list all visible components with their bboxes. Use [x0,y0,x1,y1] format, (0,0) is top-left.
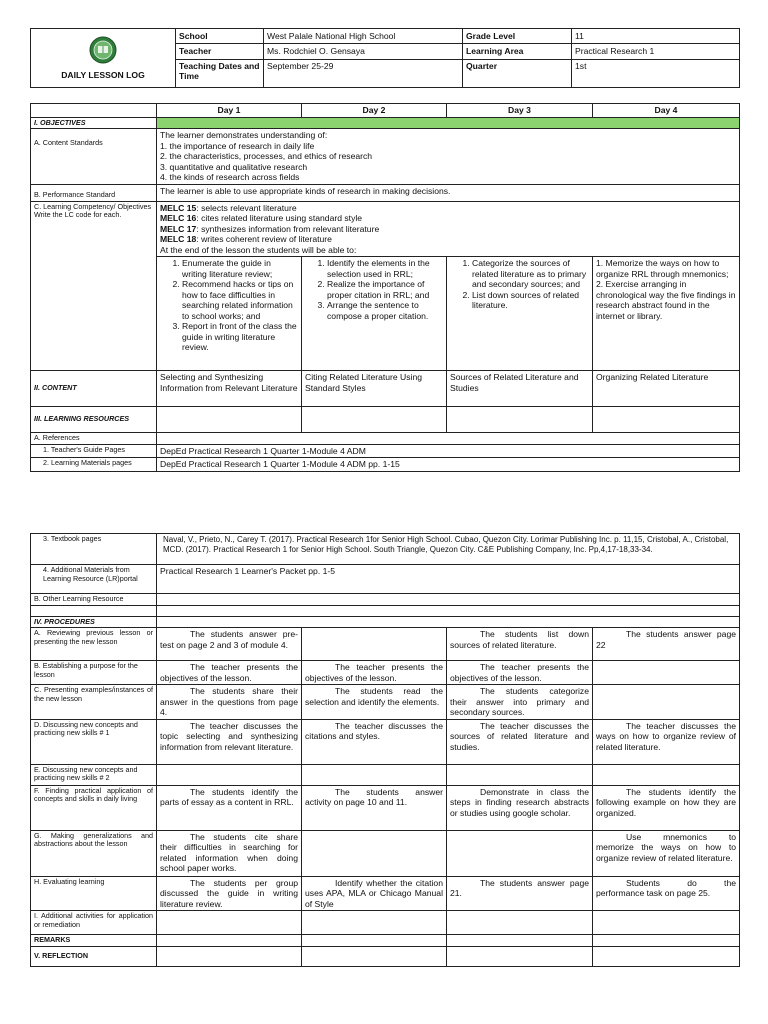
area-value: Practical Research 1 [572,44,740,59]
day1-objectives [157,257,302,371]
tg-value: DepEd Practical Research 1 Quarter 1-Module 4 ADM [157,444,740,458]
content-day2: Citing Related Literature Using Standard Styles [302,371,447,407]
procedure-day1: The teacher discusses the topic selecting and synthesizing information from relevant literature. [157,719,302,764]
school-value: West Palale National High School [264,29,463,44]
melc-item: MELC 15: selects relevant literature [160,202,297,213]
procedure-label: H. Evaluating learning [31,876,157,911]
procedure-day2: The students read the selection and identify the elements. [302,685,447,720]
procedure-day4: Students do the performance task on page 25. [593,876,740,911]
procedure-label: B. Establishing a purpose for the lesson [31,661,157,685]
lesson-table-page2 [30,533,740,967]
procedure-day3: The teacher presents the objectives of the lesson. [447,661,593,685]
procedure-day4: Use mnemonics to memorize the ways on how to organize review of related literature. [593,830,740,876]
procedure-label: E. Discussing new concepts and practicing new skills # 2 [31,764,157,785]
logo-cell [31,29,176,88]
content-standard-line: The learner demonstrates understanding of: [160,130,328,141]
objective-item: 1. Identify the elements in the selection used in RRL; [327,258,443,279]
content-day3: Sources of Related Literature and Studies [447,371,593,407]
objective-item: 1. Enumerate the guide in writing literature review; [182,258,298,279]
teacher-value: Ms. Rodchiel O. Gensaya [264,44,463,59]
lesson-table-page1 [30,103,740,472]
procedure-day1: The students identify the parts of essay as a content in RRL. [157,785,302,830]
competency-label: C. Learning Competency/ Objectives [34,201,152,211]
content-standards-label: A. Content Standards [31,129,157,185]
procedure-day1: The students share their answer in the questions from page 4. [157,685,302,720]
procedure-day2: Identify whether the citation uses APA, MLA or Chicago Manual of Style [302,876,447,911]
procedure-day3: Demonstrate in class the steps in finding research abstracts or studies using google scholar. [447,785,593,830]
objectives-intro: At the end of the lesson the students will be able to: [160,244,357,255]
content-day1: Selecting and Synthesizing Information from Relevant Literature [157,371,302,407]
procedure-day1: The students per group discussed the guide in writing literature review. [157,876,302,911]
procedure-day1: The teacher presents the objectives of the lesson. [157,661,302,685]
procedure-day1: The students answer pre-test on page 2 and 3 of module 4. [157,628,302,661]
objectives-green-bar [157,117,740,129]
procedure-day1: The students cite share their difficulties in searching for related information when doing school paper works. [157,830,302,876]
procedure-label: D. Discussing new concepts and practicing new skills # 1 [31,719,157,764]
other-resource-label: B. Other Learning Resource [31,594,157,606]
procedure-day3: The students answer page 21. [447,876,593,911]
dates-label: Teaching Dates and Time [176,59,264,88]
procedure-label: G. Making generalizations and abstractions about the lesson [31,830,157,876]
performance-label: B. Performance Standard [31,184,157,201]
procedure-label: A. Reviewing previous lesson or presenting the new lesson [31,628,157,661]
procedure-day3: The students categorize their answer into primary and secondary sources. [447,685,593,720]
procedure-day2: The teacher discusses the citations and styles. [302,719,447,764]
objective-item: 2. List down sources of related literature. [472,290,589,311]
resources-heading: III. LEARNING RESOURCES [31,407,157,433]
procedure-day2 [302,628,447,661]
lm-value: DepEd Practical Research 1 Quarter 1-Module 4 ADM pp. 1-15 [157,458,740,472]
day-header: Day 3 [447,104,593,118]
objective-item: 3. Report in front of the class the guide in writing literature review. [182,321,298,353]
procedure-day4: The students identify the following example on how they are organized. [593,785,740,830]
procedures-heading: IV. PROCEDURES [31,616,157,628]
dates-value: September 25-29 [264,59,463,88]
objectives-heading: I. OBJECTIVES [31,117,157,129]
deped-seal-icon [89,36,117,64]
content-standard-line: 2. the characteristics, processes, and ethics of research [160,151,373,162]
quarter-value: 1st [572,59,740,88]
textbook-label: 3. Textbook pages [31,534,157,565]
quarter-label: Quarter [463,59,572,88]
day4-objectives: 1. Memorize the ways on how to organize RRL through mnemonics; 2. Exercise arranging in chronological way the five findings in research abstract found in the internet or library. [593,257,740,371]
melc-item: MELC 16: cites related literature using standard style [160,213,363,224]
objective-item: 2. Recommend hacks or tips on how to face difficulties in searching related information to school works; and [182,279,298,321]
content-heading: II. CONTENT [31,371,157,407]
melc-list [157,201,740,257]
content-day4: Organizing Related Literature [593,371,740,407]
day-header: Day 1 [157,104,302,118]
objective-item: 3. Arrange the sentence to compose a proper citation. [327,300,443,321]
melc-item: MELC 18: writes coherent review of literature [160,234,332,245]
textbook-value: Naval, V., Prieto, N., Carey T. (2017). Practical Research 1for Senior High School. Cubao, Quezon City. Lorimar Publishing Inc. p. 11,15, Cristobal, A., Cristobal, MCD. (2017). Practical Research 1 for Senior High School. South Triangle, Quezon City. C&E Publishing Company, Inc. Pp,4,17-18,33-34. [157,534,740,565]
log-title: DAILY LESSON LOG [61,69,145,80]
procedure-day4 [593,661,740,685]
day-header: Day 2 [302,104,447,118]
objective-item: 1. Categorize the sources of related literature as to primary and secondary sources; and [472,258,589,290]
procedure-day4: The teacher discusses the ways on how to organize review of related literature. [593,719,740,764]
reflection-label: V. REFLECTION [31,947,157,967]
competency-cell [31,201,157,371]
procedure-label: C. Presenting examples/instances of the new lesson [31,685,157,720]
procedure-day3 [447,830,593,876]
lm-label: 2. Learning Materials pages [31,458,157,472]
day3-objectives [447,257,593,371]
content-standards-text [157,129,740,185]
tg-label: 1. Teacher's Guide Pages [31,444,157,458]
area-label: Learning Area [463,44,572,59]
day2-objectives [302,257,447,371]
procedure-label: F. Finding practical application of concepts and skills in daily living [31,785,157,830]
procedure-day2: The students answer activity on page 10 and 11. [302,785,447,830]
procedure-day2 [302,830,447,876]
performance-text: The learner is able to use appropriate kinds of research in making decisions. [157,184,740,201]
content-standard-line: 3. quantitative and qualitative research [160,161,308,172]
procedure-label: I. Additional activities for application or remediation [31,911,157,935]
additional-value: Practical Research 1 Learner's Packet pp. 1-5 [157,565,740,594]
melc-item: MELC 17: synthesizes information from relevant literature [160,223,380,234]
school-label: School [176,29,264,44]
content-standard-line: 1. the importance of research in daily life [160,140,315,151]
competency-sub: Write the LC code for each. [34,210,122,220]
additional-label: 4. Additional Materials from Learning Resource (LR)portal [31,565,157,594]
procedure-day3: The students list down sources of related literature. [447,628,593,661]
remarks-label: REMARKS [31,935,157,947]
grade-value: 11 [572,29,740,44]
grade-label: Grade Level [463,29,572,44]
procedure-day2: The teacher presents the objectives of the lesson. [302,661,447,685]
procedure-day3: The teacher discusses the sources of related literature and studies. [447,719,593,764]
day-header: Day 4 [593,104,740,118]
teacher-label: Teacher [176,44,264,59]
references-label: A. References [31,433,157,445]
content-standard-line: 4. the kinds of research across fields [160,172,300,183]
procedure-day4 [593,685,740,720]
procedure-day4: The students answer page 22 [593,628,740,661]
objective-item: 2. Realize the importance of proper citation in RRL; and [327,279,443,300]
header-table [30,28,740,88]
